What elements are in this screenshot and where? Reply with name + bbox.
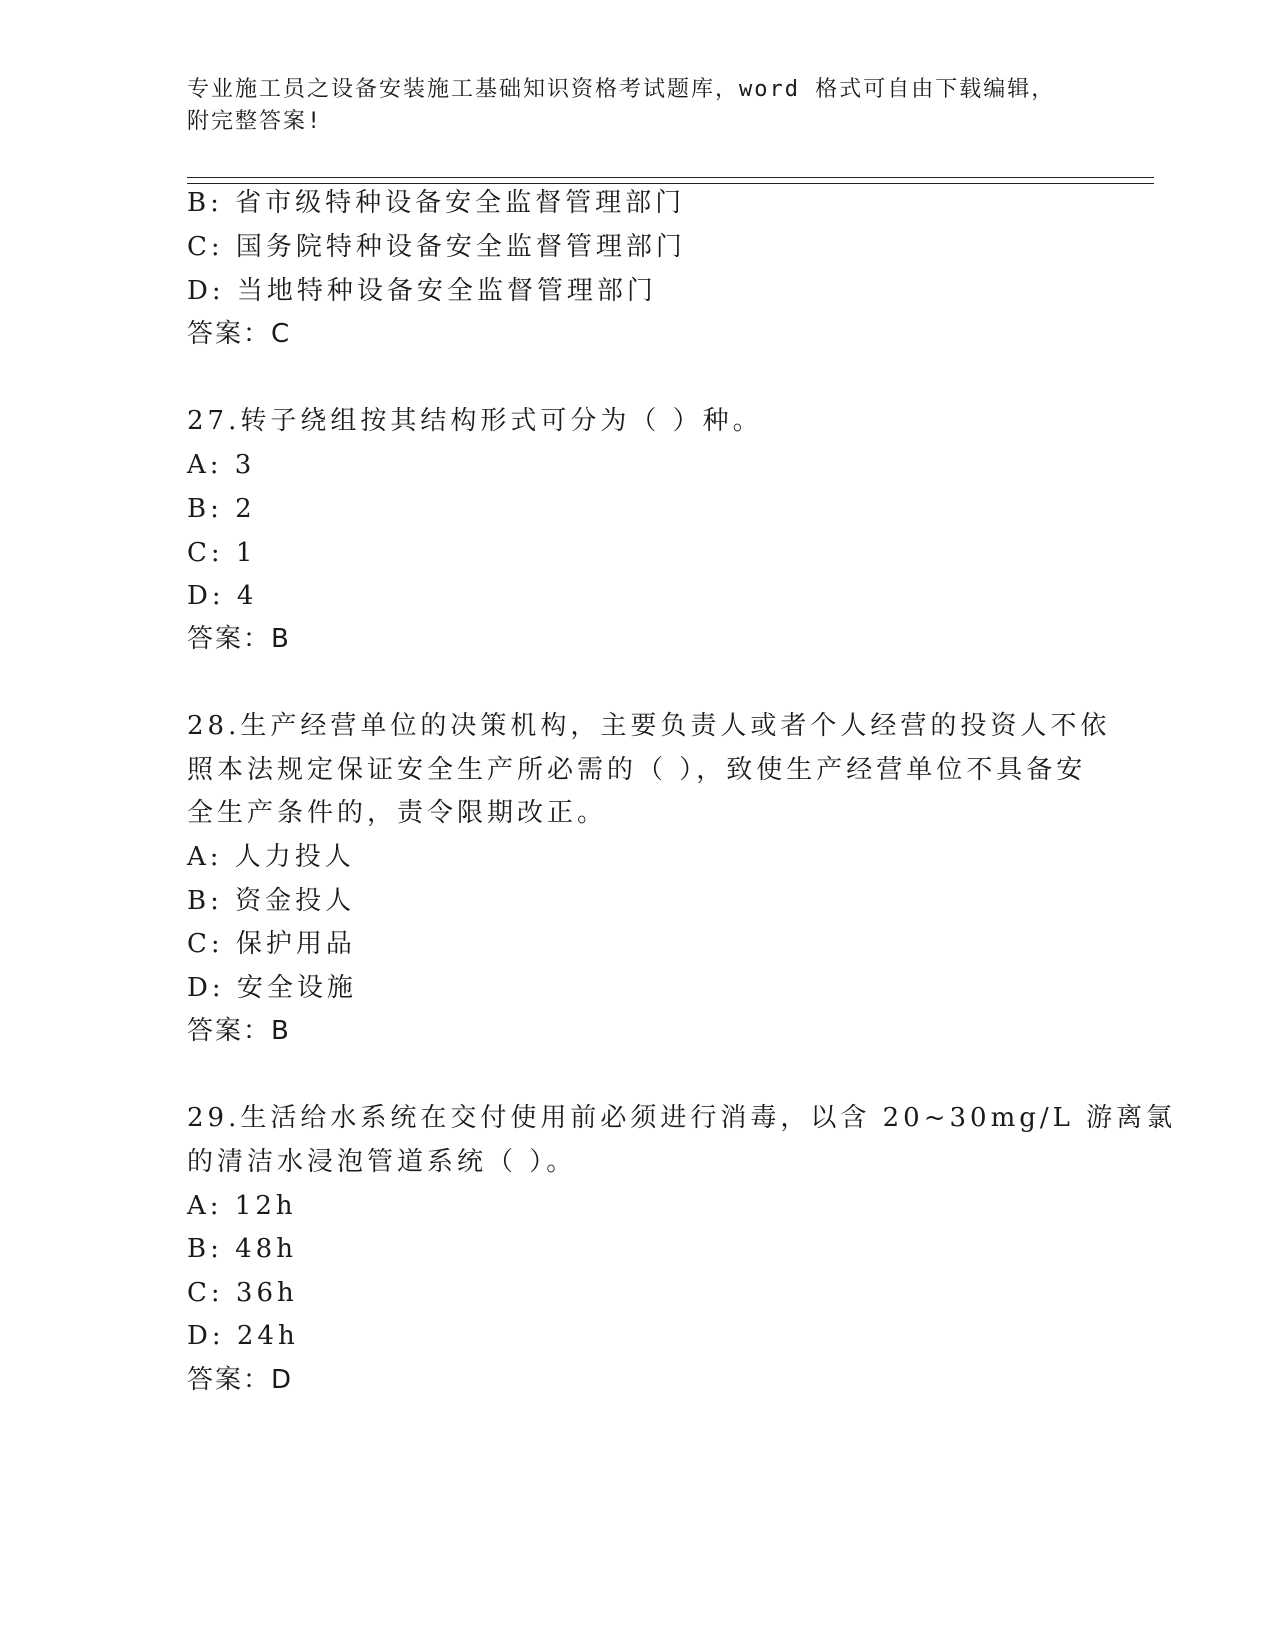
q28-question-line-1: 28.生产经营单位的决策机构，主要负责人或者个人经营的投资人不依	[187, 711, 1111, 741]
q28-option-d: D: 安全设施	[187, 973, 357, 1003]
header-line-1: 专业施工员之设备安装施工基础知识资格考试题库，word 格式可自由下载编辑，	[187, 77, 1056, 102]
q27-question: 27.转子绕组按其结构形式可分为（ ）种。	[187, 406, 763, 436]
header-line-2: 附完整答案!	[187, 109, 323, 134]
q27-option-c: C: 1	[187, 538, 257, 568]
q26-option-b: B: 省市级特种设备安全监督管理部门	[187, 188, 686, 218]
q27-answer: 答案：B	[187, 624, 291, 654]
q29-question-line-1: 29.生活给水系统在交付使用前必须进行消毒，以含 20~30mg/L 游离氯	[187, 1103, 1177, 1133]
q26-option-d: D: 当地特种设备安全监督管理部门	[187, 276, 657, 306]
q28-option-a: A: 人力投人	[187, 842, 355, 872]
q28-option-b: B: 资金投人	[187, 886, 356, 916]
q29-option-c: C: 36h	[187, 1278, 298, 1308]
document-header	[187, 74, 1087, 138]
q29-option-a: A: 12h	[187, 1191, 297, 1221]
q27-option-d: D: 4	[187, 581, 258, 611]
q29-option-d: D: 24h	[187, 1321, 299, 1351]
q26-option-c: C: 国务院特种设备安全监督管理部门	[187, 232, 686, 262]
q27-option-a: A: 3	[187, 450, 256, 480]
q29-answer: 答案：D	[187, 1365, 294, 1395]
q28-question-line-2: 照本法规定保证安全生产所必需的（ ），致使生产经营单位不具备安	[187, 755, 1087, 785]
q28-answer: 答案：B	[187, 1016, 291, 1046]
q26-answer: 答案：C	[187, 319, 292, 349]
q28-question-line-3: 全生产条件的，责令限期改正。	[187, 798, 608, 828]
q29-option-b: B: 48h	[187, 1234, 297, 1264]
q28-option-c: C: 保护用品	[187, 929, 356, 959]
q27-option-b: B: 2	[187, 494, 256, 524]
q29-question-line-2: 的清洁水浸泡管道系统（ ）。	[187, 1147, 577, 1177]
